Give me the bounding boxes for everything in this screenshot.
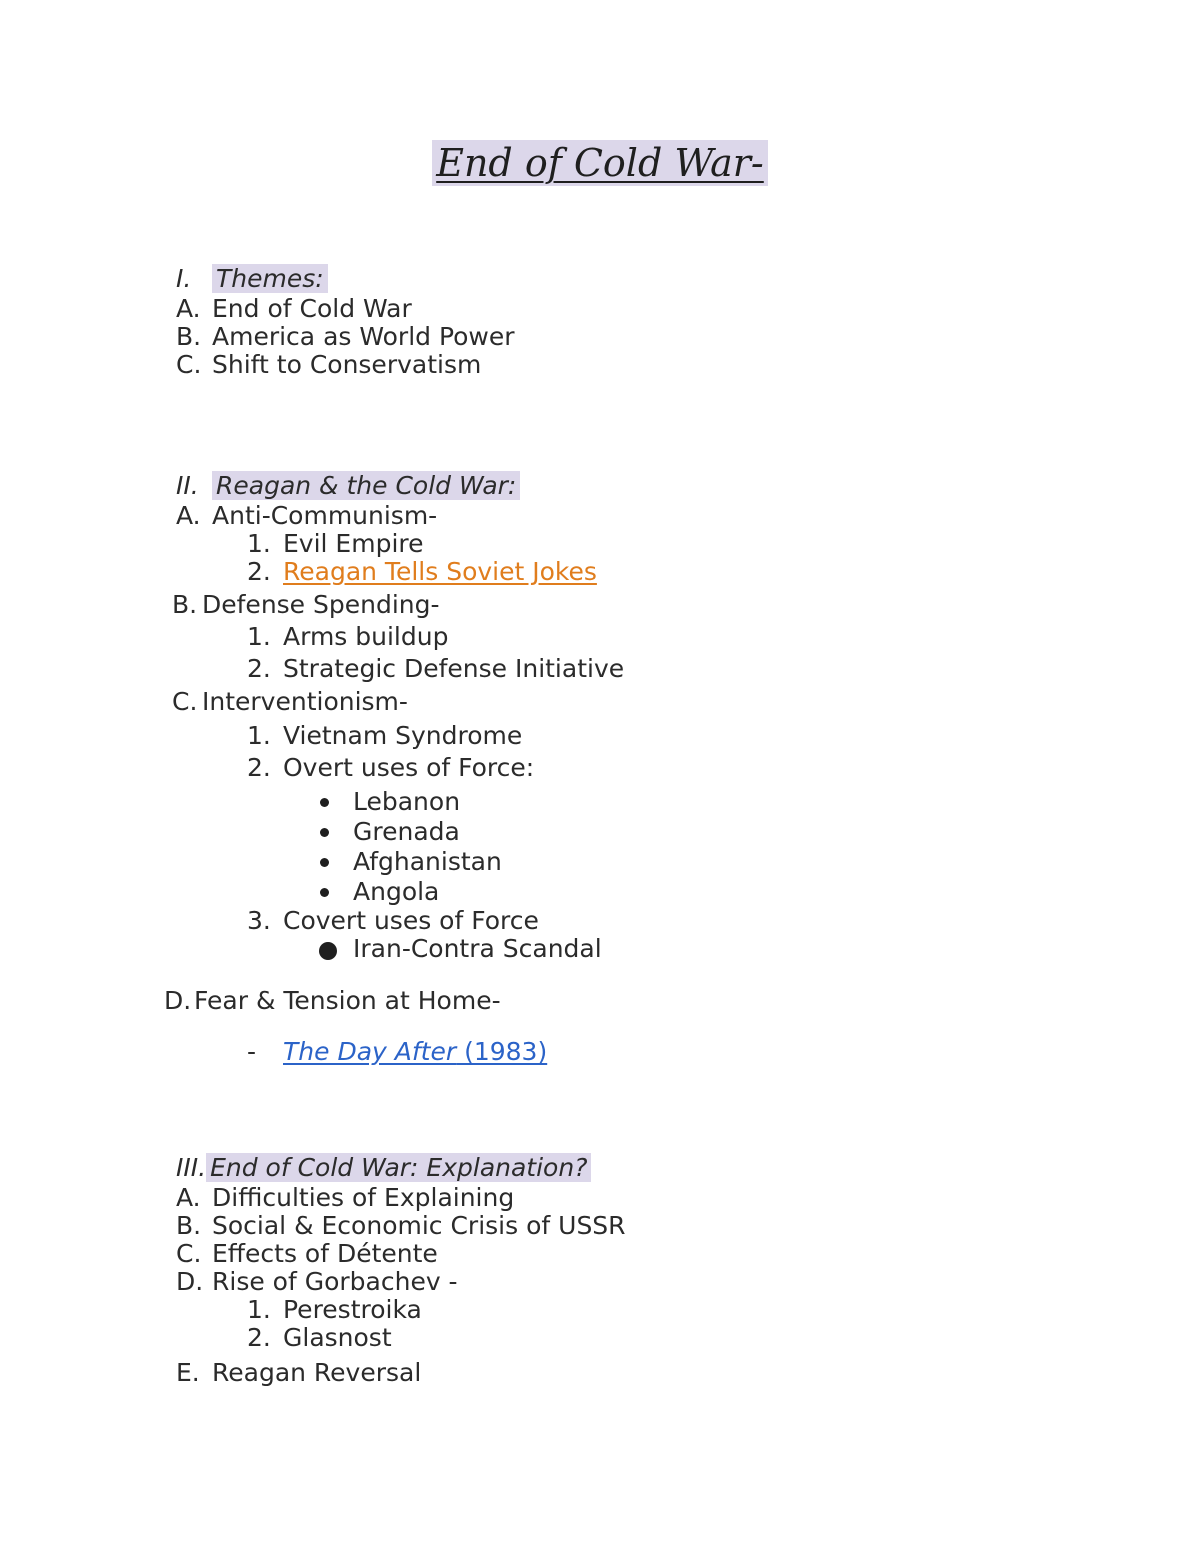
title-text: End of Cold War-	[432, 140, 768, 186]
reagan-jokes-link[interactable]: Reagan Tells Soviet Jokes	[283, 557, 597, 586]
list-item: B. America as World Power	[176, 322, 515, 351]
section-2-title: Reagan & the Cold War:	[212, 471, 520, 500]
sub-list-item: 1. Vietnam Syndrome	[247, 721, 523, 750]
list-item: C. Interventionism-	[172, 687, 408, 716]
bullet-item: Lebanon	[353, 787, 461, 816]
list-item: C. Shift to Conservatism	[176, 350, 482, 379]
dash-item: - The Day After (1983)	[247, 1037, 548, 1066]
list-item: D. Rise of Gorbachev -	[176, 1267, 458, 1296]
sub-list-item: 2. Reagan Tells Soviet Jokes	[247, 557, 597, 586]
document-title	[0, 140, 1200, 186]
bullet-item: Afghanistan	[353, 847, 502, 876]
section-2-numeral: II.	[176, 471, 199, 500]
list-item: B. Social & Economic Crisis of USSR	[176, 1211, 626, 1240]
sub-list-item: 3. Covert uses of Force	[247, 906, 539, 935]
bullet-icon	[320, 798, 329, 807]
bullet-icon	[320, 828, 329, 837]
section-1-numeral: I.	[176, 264, 192, 293]
list-item: A. End of Cold War	[176, 294, 412, 323]
list-item: E. Reagan Reversal	[176, 1358, 422, 1387]
list-item: C. Effects of Détente	[176, 1239, 438, 1268]
section-2-heading	[176, 471, 520, 501]
bullet-item: Iran-Contra Scandal	[353, 934, 602, 963]
bullet-item: Angola	[353, 877, 440, 906]
day-after-link[interactable]: The Day After (1983)	[283, 1037, 548, 1066]
sub-list-item: 1. Evil Empire	[247, 529, 424, 558]
sub-list-item: 2. Strategic Defense Initiative	[247, 654, 625, 683]
sub-list-item: 1. Perestroika	[247, 1295, 422, 1324]
list-item: D. Fear & Tension at Home-	[164, 986, 501, 1015]
section-3-title: End of Cold War: Explanation?	[206, 1153, 591, 1182]
section-1-heading	[176, 264, 328, 294]
bullet-icon	[320, 858, 329, 867]
section-3-numeral: III.	[176, 1153, 207, 1182]
sub-list-item: 2. Overt uses of Force:	[247, 753, 535, 782]
sub-list-item: 2. Glasnost	[247, 1323, 392, 1352]
list-item: A. Difficulties of Explaining	[176, 1183, 515, 1212]
list-item: B. Defense Spending-	[172, 590, 440, 619]
list-item: A. Anti-Communism-	[176, 501, 438, 530]
sub-list-item: 1. Arms buildup	[247, 622, 449, 651]
section-1-title: Themes:	[212, 264, 328, 293]
bullet-item: Grenada	[353, 817, 460, 846]
bullet-icon	[319, 942, 337, 960]
section-3-heading	[176, 1153, 591, 1183]
bullet-icon	[320, 888, 329, 897]
